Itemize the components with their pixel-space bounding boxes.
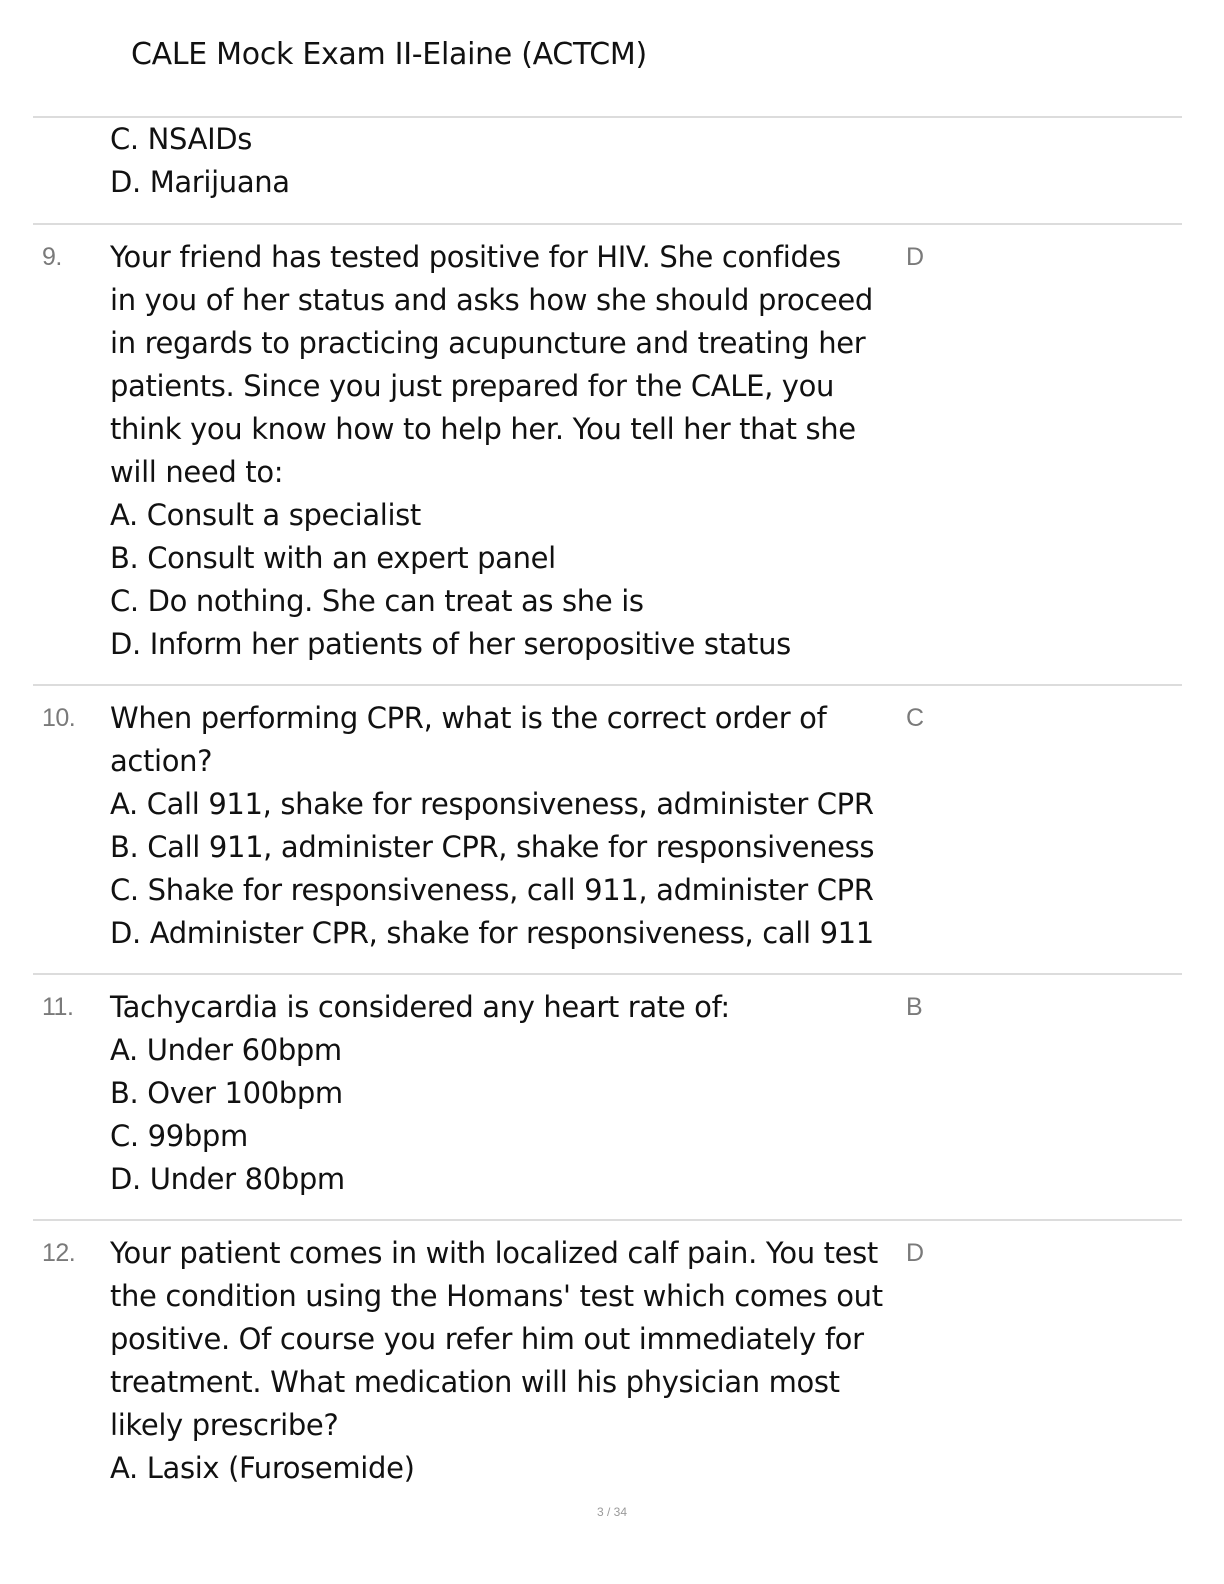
question-block [110,1232,910,1490]
option: C. NSAIDs [110,122,253,156]
question-text-line: treatment. What medication will his physician most [110,1365,840,1399]
question-answer: B [906,993,923,1021]
option: D. Under 80bpm [110,1162,345,1196]
question-answer: D [906,243,925,271]
option: A. Under 60bpm [110,1033,342,1067]
question-text-line: will need to: [110,455,284,489]
question-number: 12. [42,1239,76,1267]
option: D. Inform her patients of her seropositive status [110,627,791,661]
question-block [110,236,910,666]
question-block [110,986,910,1201]
question-number: 9. [42,243,62,271]
divider [33,973,1182,975]
option: B. Consult with an expert panel [110,541,556,575]
question-answer: C [906,704,925,732]
divider [33,684,1182,686]
divider [33,223,1182,225]
page-indicator: 3 / 34 [596,1505,628,1519]
question-text-line: in regards to practicing acupuncture and treating her [110,326,866,360]
question-block [110,697,910,955]
option: A. Consult a specialist [110,498,421,532]
question-text-line: Tachycardia is considered any heart rate of: [110,990,730,1024]
option: B. Call 911, administer CPR, shake for responsiveness [110,830,875,864]
question-text-line: action? [110,744,213,778]
option: D. Marijuana [110,165,290,199]
question-text-line: the condition using the Homans' test which comes out [110,1279,883,1313]
question-text-line: Your patient comes in with localized calf pain. You test [110,1236,878,1270]
question-text-line: patients. Since you just prepared for the CALE, you [110,369,835,403]
question-text-line: When performing CPR, what is the correct order of [110,701,827,735]
option: C. Shake for responsiveness, call 911, administer CPR [110,873,874,907]
question-text-line: Your friend has tested positive for HIV. She confides [110,240,841,274]
divider [33,1219,1182,1221]
option: C. Do nothing. She can treat as she is [110,584,644,618]
option: A. Call 911, shake for responsiveness, administer CPR [110,787,874,821]
continued-options [110,118,910,204]
question-number: 11. [42,993,74,1021]
question-number: 10. [42,704,76,732]
page-title: CALE Mock Exam II-Elaine (ACTCM) [131,37,647,72]
question-text-line: likely prescribe? [110,1408,339,1442]
option: D. Administer CPR, shake for responsiveness, call 911 [110,916,874,950]
option: C. 99bpm [110,1119,248,1153]
option: A. Lasix (Furosemide) [110,1451,415,1485]
question-text-line: think you know how to help her. You tell her that she [110,412,856,446]
question-text-line: in you of her status and asks how she should proceed [110,283,873,317]
option: B. Over 100bpm [110,1076,343,1110]
question-answer: D [906,1239,925,1267]
question-text-line: positive. Of course you refer him out immediately for [110,1322,864,1356]
